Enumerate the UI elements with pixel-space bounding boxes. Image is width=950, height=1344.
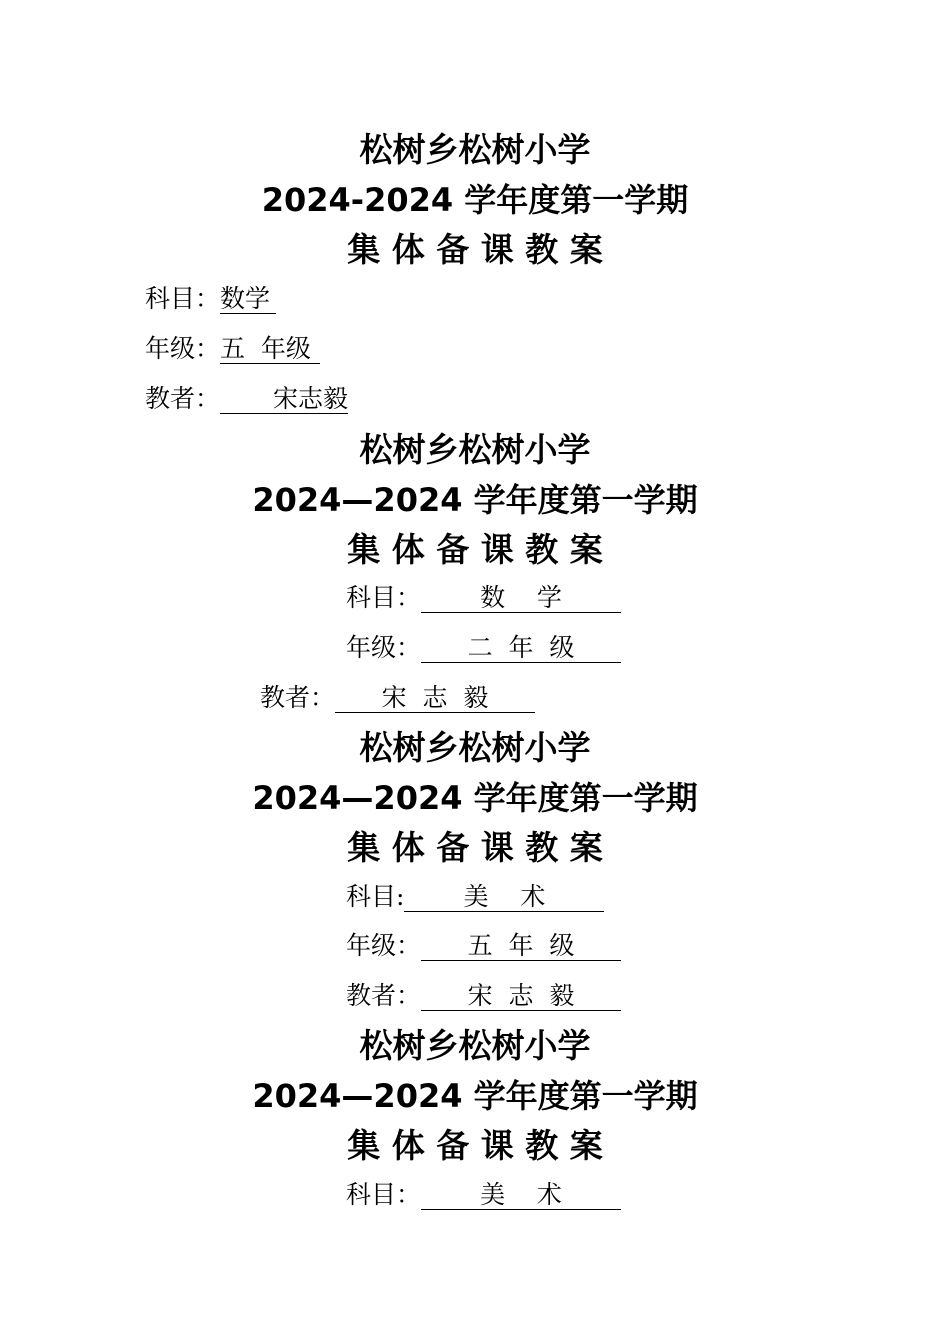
subject-label: 科目:: [346, 882, 405, 911]
teacher-field: [346, 981, 621, 1011]
teacher-field: [145, 384, 348, 414]
grade-label: 年级：: [346, 633, 422, 662]
grade-label: 年级：: [346, 931, 422, 960]
subject-value: 数 学: [421, 584, 621, 613]
subject-field: [145, 284, 276, 314]
academic-year: 2024—2024 学年度第一学期: [252, 1077, 698, 1115]
grade-value: 五 年 级: [421, 932, 621, 961]
document-title: 集 体 备 课 教 案: [347, 828, 603, 867]
grade-value: 五 年级: [220, 335, 320, 364]
document-title: 集 体 备 课 教 案: [347, 230, 603, 269]
school-name: 松树乡松树小学: [359, 430, 591, 469]
grade-field: [145, 334, 320, 364]
academic-year: 2024-2024 学年度第一学期: [261, 181, 689, 219]
school-name: 松树乡松树小学: [359, 1026, 591, 1065]
document-title: 集 体 备 课 教 案: [347, 1126, 603, 1165]
teacher-label: 教者：: [260, 683, 336, 712]
school-name: 松树乡松树小学: [359, 728, 591, 767]
teacher-value: 宋 志 毅: [421, 982, 621, 1011]
academic-year: 2024—2024 学年度第一学期: [252, 481, 698, 519]
teacher-field: [260, 683, 535, 713]
subject-value: 美 术: [421, 1181, 621, 1210]
academic-year: 2024—2024 学年度第一学期: [252, 779, 698, 817]
subject-field: [346, 1180, 621, 1210]
teacher-label: 教者：: [145, 384, 221, 413]
school-name: 松树乡松树小学: [359, 130, 591, 169]
subject-label: 科目：: [346, 1180, 422, 1209]
grade-label: 年级：: [145, 334, 221, 363]
subject-field: [346, 882, 604, 912]
grade-field: [346, 633, 621, 663]
subject-value: 数学: [220, 285, 276, 314]
teacher-value: 宋 志 毅: [335, 684, 535, 713]
teacher-label: 教者：: [346, 981, 422, 1010]
subject-label: 科目：: [346, 583, 422, 612]
subject-value: 美 术: [404, 883, 604, 912]
document-title: 集 体 备 课 教 案: [347, 530, 603, 569]
grade-value: 二 年 级: [421, 634, 621, 663]
subject-field: [346, 583, 621, 613]
grade-field: [346, 931, 621, 961]
subject-label: 科目：: [145, 284, 221, 313]
teacher-value: 宋志毅: [220, 385, 348, 414]
